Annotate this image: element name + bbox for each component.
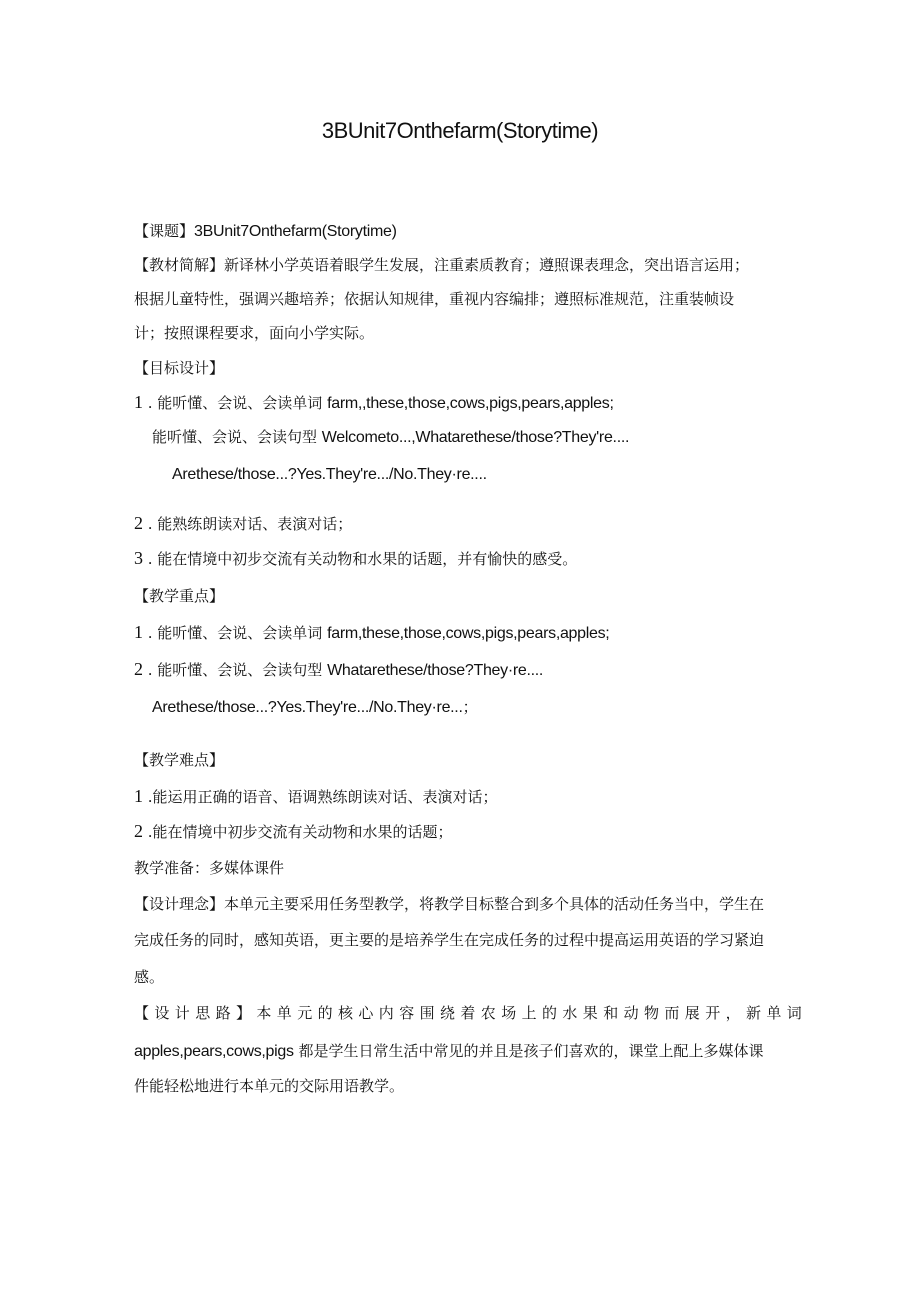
- design-idea-line-1: 【设计思路】本单元的核心内容围绕着农场上的水果和动物而展开，新单词: [134, 1004, 808, 1022]
- design-idea-line-3: 件能轻松地进行本单元的交际用语教学。: [134, 1077, 405, 1095]
- key-point-1-text: . 能听懂、会说、会读单词: [143, 624, 328, 642]
- difficulty-1-text: .能运用正确的语音、语调熟练朗读对话、表演对话；: [143, 788, 498, 806]
- goal-item-1: [134, 392, 614, 414]
- key-point-1-words: farm,these,those,cows,pigs,pears,apples;: [327, 625, 610, 642]
- goal-item-1-text: . 能听懂、会说、会读单词: [143, 394, 328, 412]
- key-point-1: [134, 622, 609, 644]
- goals-heading: 【目标设计】: [134, 359, 225, 377]
- goal-item-3-text: . 能在情境中初步交流有关动物和水果的话题，并有愉快的感受。: [143, 550, 578, 568]
- goal-item-1-sentences-continued: Arethese/those...?Yes.They're.../No.They·re....: [172, 466, 487, 483]
- textbook-intro-line-2: 根据儿童特性，强调兴趣培养；依据认知规律，重视内容编排；遵照标准规范，注重装帧设: [134, 290, 735, 308]
- difficulty-1-number: 1: [134, 786, 143, 806]
- key-point-2-continued-en: Arethese/those...?Yes.They're.../No.They·re...: [152, 699, 463, 716]
- topic-value: 3BUnit7Onthefarm(Storytime): [194, 223, 397, 240]
- goal-item-1-words: farm,,these,those,cows,pigs,pears,apples;: [327, 395, 614, 412]
- goal-item-2-text: . 能熟练朗读对话、表演对话；: [143, 515, 353, 533]
- goal-item-1-number: 1: [134, 392, 143, 412]
- textbook-intro-line-1: 【教材简解】新译林小学英语着眼学生发展，注重素质教育；遵照课表理念，突出语言运用；: [134, 256, 750, 274]
- design-concept-line-2: 完成任务的同时，感知英语，更主要的是培养学生在完成任务的过程中提高运用英语的学习紧迫: [134, 931, 765, 949]
- difficulty-1: [134, 786, 498, 807]
- textbook-intro-line-3: 计；按照课程要求，面向小学实际。: [134, 324, 375, 342]
- design-concept-line-3: 感。: [134, 968, 165, 986]
- design-concept-line-1: 【设计理念】本单元主要采用任务型教学，将教学目标整合到多个具体的活动任务当中，学生在: [134, 895, 765, 913]
- teaching-preparation: 教学准备：多媒体课件: [134, 859, 285, 877]
- key-point-2-sentences: Whatarethese/those?They·re....: [327, 662, 544, 679]
- document-title: 3BUnit7Onthefarm(Storytime): [321, 118, 599, 143]
- key-point-2-continued-tail: ；: [462, 698, 478, 716]
- difficulty-2: [134, 821, 453, 842]
- goal-item-3: [134, 548, 577, 569]
- key-point-2: [134, 659, 543, 681]
- goal-item-2: [134, 513, 352, 534]
- difficulty-2-text: .能在情境中初步交流有关动物和水果的话题；: [143, 823, 453, 841]
- key-point-2-number: 2: [134, 659, 143, 679]
- goal-item-1-sentences-en: Welcometo...,Whatarethese/those?They're....: [321, 429, 630, 446]
- topic-line: [134, 221, 397, 242]
- key-point-2-text: . 能听懂、会说、会读句型: [143, 661, 328, 679]
- key-points-heading: 【教学重点】: [134, 587, 225, 605]
- difficulty-2-number: 2: [134, 821, 143, 841]
- design-idea-line-2: [134, 1041, 764, 1062]
- topic-label: 【课题】: [134, 222, 195, 240]
- key-point-1-number: 1: [134, 622, 143, 642]
- design-idea-words: apples,pears,cows,pigs: [134, 1043, 294, 1060]
- key-point-2-continued: [152, 697, 478, 718]
- goal-item-1-sentences: [152, 427, 629, 448]
- goal-item-3-number: 3: [134, 548, 143, 568]
- goal-item-1-sentences-text: 能听懂、会说、会读句型: [152, 428, 322, 446]
- design-idea-line-2-text: 都是学生日常生活中常见的并且是孩子们喜欢的，课堂上配上多媒体课: [293, 1042, 764, 1060]
- goal-item-2-number: 2: [134, 513, 143, 533]
- difficulties-heading: 【教学难点】: [134, 751, 225, 769]
